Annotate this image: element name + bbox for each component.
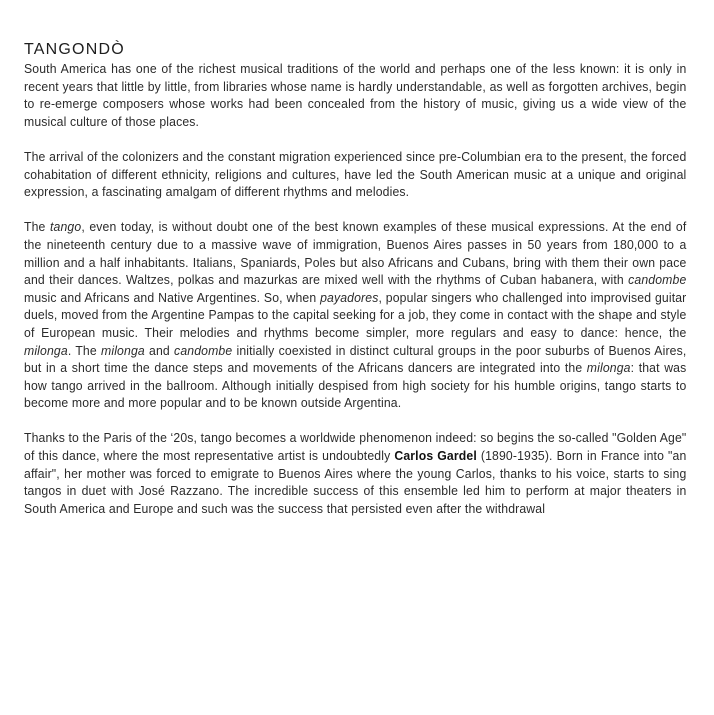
term-milonga: milonga <box>101 342 145 358</box>
paragraph-colonizers <box>24 148 686 201</box>
text-run: , even today, is without doubt one of the best known examples of these musical expressions. At the end of the nineteenth century due to a massive wave of immigration, Buenos Aires passes in 50 years from 180,000 to a million and a half inhabitants. Italians, Spaniards, Poles but also Africans and Cubans, bring with them their own pace and their dances. Waltzes, polkas and mazurkas are mixed well with the rhythms of Cuban habanera, with <box>24 219 687 288</box>
text-run: . The <box>67 342 102 358</box>
paragraph-intro <box>24 60 686 130</box>
text-run: initially coexisted in distinct cultural groups in the poor suburbs of Buenos Aires, but in a short time the dance steps and movements of the Africans dancers are integrated into the <box>24 342 687 376</box>
text-run: Thanks to the Paris of the ‘20s, tango becomes a worldwide phenomenon indeed: so begins the so-called "Golden Age" of this dance, where the most representative artist is undoubtedly <box>24 430 687 464</box>
artist-name: Carlos Gardel <box>394 448 477 464</box>
text-run: , popular singers who challenged into improvised guitar duels, moved from the Argentine Pampas to the capital seeking for a job, they come in contact with the shape and style of European music. Their melodies and rhythms become simpler, more regulars and easy to dance: hence, the <box>24 289 687 340</box>
term-milonga: milonga <box>586 360 631 376</box>
paragraph-golden-age <box>24 429 686 517</box>
term-payadores: payadores <box>320 289 379 305</box>
text-run: music and Africans and Native Argentines. So, when <box>24 289 321 305</box>
term-milonga: milonga <box>24 342 68 358</box>
paragraph-intro-text: South America has one of the richest musical traditions of the world and perhaps one of the less known: it is only in recent years that little by little, from libraries whose name is hardly understandable, as well as forgotten archives, begin to re-emerge composers whose works had been concealed from the history of music, giving us a wide view of the musical culture of those places. <box>24 61 687 129</box>
text-run: and <box>144 342 175 358</box>
term-candombe: candombe <box>628 272 687 288</box>
document-page <box>24 40 686 535</box>
paragraph-colonizers-text: The arrival of the colonizers and the constant migration experienced since pre-Columbian era to the present, the forced cohabitation of different ethnicity, religions and cultures, have led the South American music at a unique and original expression, a fascinating amalgam of different rhythms and melodies. <box>24 148 687 200</box>
text-run: : that was how tango arrived in the ballroom. Although initially despised from high society for his humble origins, tango starts to become more and more popular and to be known outside Argentina. <box>24 360 687 411</box>
text-run: (1890-1935). Born in France into "an affair", her mother was forced to emigrate to Buenos Aires where the young Carlos, thanks to his voice, starts to sing tangos in duet with José Razzano. The incredible success of this ensemble led him to perform at major theaters in South America and Europe and such was the success that persisted even after the withdrawal <box>24 448 687 516</box>
paragraph-tango <box>24 218 686 412</box>
term-candombe: candombe <box>174 342 233 358</box>
text-run: The <box>24 219 51 235</box>
term-tango: tango <box>50 219 82 235</box>
document-title: TANGONDÒ <box>24 41 125 58</box>
